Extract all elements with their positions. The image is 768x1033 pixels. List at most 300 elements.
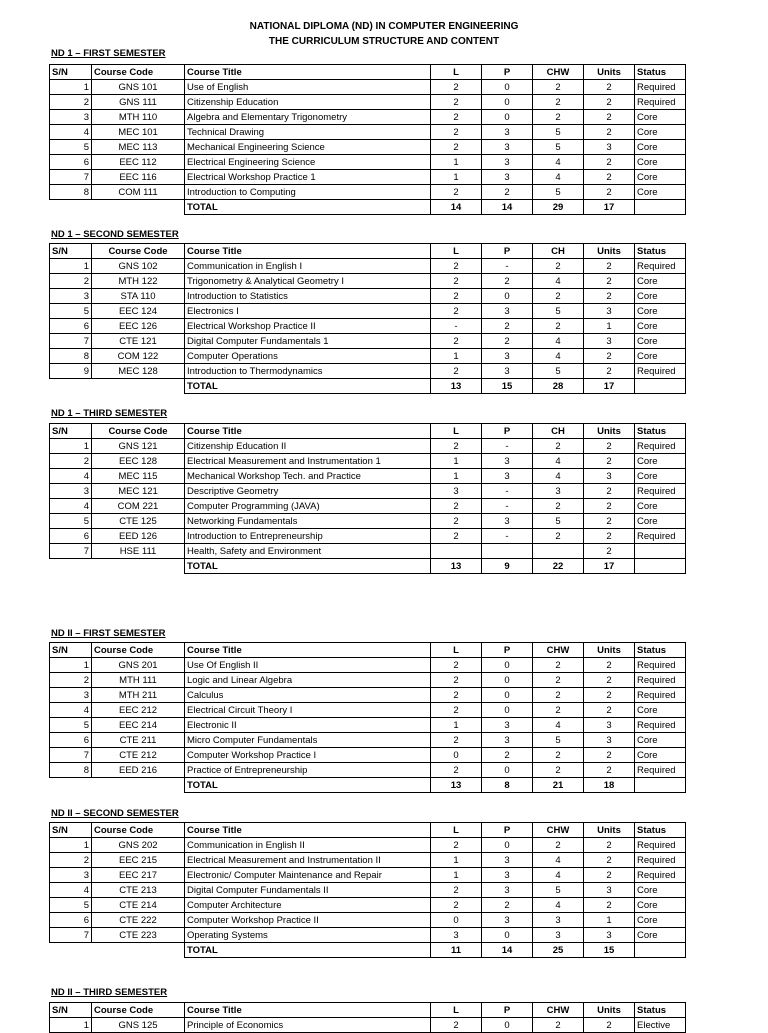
cell-title: Introduction to Entrepreneurship [185, 529, 431, 544]
cell-units: 2 [584, 484, 635, 499]
cell-chw: 2 [533, 748, 584, 763]
cell-title: Computer Programming (JAVA) [185, 499, 431, 514]
cell-sn: 7 [50, 170, 92, 185]
cell-units: 2 [584, 868, 635, 883]
cell-l [431, 544, 482, 559]
cell-status: Required [635, 259, 686, 274]
cell-title: Mechanical Workshop Tech. and Practice [185, 469, 431, 484]
total-label: TOTAL [185, 379, 431, 394]
table-row [50, 155, 686, 170]
cell-l: 3 [431, 928, 482, 943]
cell-status: Required [635, 853, 686, 868]
cell-sn: 2 [50, 673, 92, 688]
cell-l: 0 [431, 748, 482, 763]
total-p: 14 [482, 200, 533, 215]
cell-code [92, 200, 185, 215]
header-p: P [482, 65, 533, 80]
cell-sn: 4 [50, 499, 92, 514]
cell-chw: 4 [533, 170, 584, 185]
cell-title: Health, Safety and Environment [185, 544, 431, 559]
header-l: L [431, 1003, 482, 1018]
course-table [49, 822, 686, 958]
cell-l: 0 [431, 913, 482, 928]
cell-chw: 4 [533, 155, 584, 170]
cell-code: CTE 214 [92, 898, 185, 913]
header-title: Course Title [185, 424, 431, 439]
cell-code [92, 943, 185, 958]
cell-code: EEC 112 [92, 155, 185, 170]
table-row [50, 928, 686, 943]
cell-title: Use of English [185, 80, 431, 95]
cell-chw: 4 [533, 469, 584, 484]
cell-chw: 2 [533, 319, 584, 334]
cell-title: Citizenship Education [185, 95, 431, 110]
cell-l: 1 [431, 454, 482, 469]
cell-p: 3 [482, 469, 533, 484]
total-p: 8 [482, 778, 533, 793]
cell-code: CTE 213 [92, 883, 185, 898]
cell-units: 2 [584, 289, 635, 304]
cell-code: MTH 110 [92, 110, 185, 125]
cell-status: Core [635, 514, 686, 529]
cell-sn [50, 559, 92, 574]
cell-sn: 1 [50, 658, 92, 673]
cell-title: Citizenship Education II [185, 439, 431, 454]
cell-units: 2 [584, 673, 635, 688]
table-row [50, 913, 686, 928]
cell-title: Descriptive Geometry [185, 484, 431, 499]
cell-units: 2 [584, 185, 635, 200]
cell-l: 2 [431, 1018, 482, 1033]
cell-sn: 3 [50, 868, 92, 883]
cell-title: Electronic II [185, 718, 431, 733]
cell-code [92, 778, 185, 793]
header-title: Course Title [185, 1003, 431, 1018]
cell-sn: 7 [50, 334, 92, 349]
header-l: L [431, 643, 482, 658]
cell-title: Principle of Economics [185, 1018, 431, 1033]
table-row [50, 529, 686, 544]
cell-l: 2 [431, 364, 482, 379]
cell-status: Required [635, 673, 686, 688]
cell-l: 2 [431, 125, 482, 140]
table-row [50, 499, 686, 514]
table-row [50, 274, 686, 289]
cell-title: Electrical Workshop Practice II [185, 319, 431, 334]
cell-l: 2 [431, 733, 482, 748]
total-l: 13 [431, 778, 482, 793]
total-units: 17 [584, 200, 635, 215]
total-units: 15 [584, 943, 635, 958]
cell-code: GNS 201 [92, 658, 185, 673]
cell-sn: 4 [50, 125, 92, 140]
cell-title: Electrical Circuit Theory I [185, 703, 431, 718]
cell-title: Digital Computer Fundamentals 1 [185, 334, 431, 349]
cell-code: COM 122 [92, 349, 185, 364]
cell-sn: 7 [50, 928, 92, 943]
cell-code: EEC 212 [92, 703, 185, 718]
cell-status [635, 544, 686, 559]
header-l: L [431, 424, 482, 439]
cell-code [92, 559, 185, 574]
table-row [50, 748, 686, 763]
table-row [50, 349, 686, 364]
cell-status: Core [635, 334, 686, 349]
total-units: 18 [584, 778, 635, 793]
cell-status: Core [635, 170, 686, 185]
cell-chw: 3 [533, 928, 584, 943]
cell-sn: 6 [50, 529, 92, 544]
header-code: Course Code [92, 643, 185, 658]
cell-chw: 2 [533, 259, 584, 274]
cell-chw: 5 [533, 304, 584, 319]
cell-sn: 2 [50, 95, 92, 110]
cell-sn: 2 [50, 454, 92, 469]
cell-chw: 4 [533, 718, 584, 733]
header-chw: CHW [533, 823, 584, 838]
table-row [50, 853, 686, 868]
cell-code: MEC 113 [92, 140, 185, 155]
table-row [50, 319, 686, 334]
cell-units: 2 [584, 658, 635, 673]
cell-title: Trigonometry & Analytical Geometry I [185, 274, 431, 289]
table-row [50, 718, 686, 733]
cell-code: EEC 214 [92, 718, 185, 733]
cell-l: 2 [431, 514, 482, 529]
cell-units: 2 [584, 170, 635, 185]
cell-l: 2 [431, 529, 482, 544]
cell-sn [50, 200, 92, 215]
cell-units: 2 [584, 454, 635, 469]
header-l: L [431, 65, 482, 80]
header-sn: S/N [50, 244, 92, 259]
table-row [50, 140, 686, 155]
cell-p: 0 [482, 289, 533, 304]
cell-sn: 8 [50, 349, 92, 364]
cell-chw: 4 [533, 349, 584, 364]
cell-p: 0 [482, 703, 533, 718]
header-chw: CH [533, 244, 584, 259]
cell-code: EED 126 [92, 529, 185, 544]
cell-status: Core [635, 289, 686, 304]
table-row [50, 334, 686, 349]
table-row [50, 484, 686, 499]
cell-p: 3 [482, 304, 533, 319]
header-p: P [482, 1003, 533, 1018]
cell-units: 2 [584, 349, 635, 364]
cell-p: 3 [482, 514, 533, 529]
cell-chw: 2 [533, 1018, 584, 1033]
cell-chw: 4 [533, 454, 584, 469]
cell-sn: 6 [50, 733, 92, 748]
cell-units: 2 [584, 1018, 635, 1033]
cell-l: 2 [431, 898, 482, 913]
cell-sn: 6 [50, 319, 92, 334]
cell-chw: 5 [533, 185, 584, 200]
cell-units: 2 [584, 838, 635, 853]
cell-chw: 2 [533, 95, 584, 110]
cell-code: EEC 124 [92, 304, 185, 319]
cell-sn: 2 [50, 274, 92, 289]
cell-l: 2 [431, 499, 482, 514]
cell-status: Required [635, 763, 686, 778]
cell-units: 2 [584, 499, 635, 514]
cell-l: 2 [431, 703, 482, 718]
cell-status: Core [635, 110, 686, 125]
cell-l: 1 [431, 349, 482, 364]
header-code: Course Code [92, 823, 185, 838]
header-chw: CH [533, 424, 584, 439]
cell-chw: 2 [533, 763, 584, 778]
cell-code: CTE 212 [92, 748, 185, 763]
course-table [49, 423, 686, 574]
header-units: Units [584, 643, 635, 658]
header-code: Course Code [92, 65, 185, 80]
cell-sn: 6 [50, 913, 92, 928]
total-units: 17 [584, 379, 635, 394]
cell-chw: 4 [533, 334, 584, 349]
cell-status: Required [635, 658, 686, 673]
cell-status: Core [635, 703, 686, 718]
cell-p: 3 [482, 155, 533, 170]
total-label: TOTAL [185, 778, 431, 793]
cell-p: 0 [482, 763, 533, 778]
table-row [50, 703, 686, 718]
cell-units: 3 [584, 304, 635, 319]
cell-units: 2 [584, 95, 635, 110]
cell-status: Core [635, 304, 686, 319]
table-row [50, 185, 686, 200]
cell-sn: 1 [50, 259, 92, 274]
cell-l: 1 [431, 853, 482, 868]
cell-l: 2 [431, 658, 482, 673]
cell-sn: 4 [50, 469, 92, 484]
cell-units: 2 [584, 110, 635, 125]
cell-status: Required [635, 838, 686, 853]
table-row [50, 364, 686, 379]
cell-sn: 1 [50, 838, 92, 853]
total-status [635, 200, 686, 215]
cell-p: 3 [482, 718, 533, 733]
cell-l: 1 [431, 868, 482, 883]
cell-p: 2 [482, 274, 533, 289]
cell-code: MEC 121 [92, 484, 185, 499]
cell-chw: 2 [533, 658, 584, 673]
cell-code: GNS 125 [92, 1018, 185, 1033]
cell-chw: 2 [533, 80, 584, 95]
cell-title: Logic and Linear Algebra [185, 673, 431, 688]
course-table [49, 1002, 686, 1033]
cell-l: 2 [431, 838, 482, 853]
total-row [50, 778, 686, 793]
cell-units: 2 [584, 514, 635, 529]
table-row [50, 95, 686, 110]
header-chw: CHW [533, 643, 584, 658]
cell-sn [50, 778, 92, 793]
header-sn: S/N [50, 1003, 92, 1018]
cell-sn: 4 [50, 883, 92, 898]
cell-code: GNS 102 [92, 259, 185, 274]
course-table [49, 64, 686, 215]
cell-title: Electrical Measurement and Instrumentation 1 [185, 454, 431, 469]
cell-units: 3 [584, 718, 635, 733]
cell-l: 2 [431, 439, 482, 454]
cell-code: GNS 202 [92, 838, 185, 853]
cell-sn: 1 [50, 1018, 92, 1033]
course-table [49, 642, 686, 793]
cell-code: EEC 128 [92, 454, 185, 469]
table-row [50, 688, 686, 703]
cell-p: 3 [482, 170, 533, 185]
cell-units: 2 [584, 703, 635, 718]
table-header-row [50, 65, 686, 80]
cell-units: 2 [584, 529, 635, 544]
cell-title: Algebra and Elementary Trigonometry [185, 110, 431, 125]
header-title: Course Title [185, 643, 431, 658]
cell-l: 2 [431, 763, 482, 778]
cell-p: 0 [482, 80, 533, 95]
cell-sn: 5 [50, 718, 92, 733]
header-l: L [431, 244, 482, 259]
cell-units: 3 [584, 334, 635, 349]
cell-sn: 3 [50, 110, 92, 125]
cell-chw: 5 [533, 883, 584, 898]
cell-title: Operating Systems [185, 928, 431, 943]
semester-title: ND II – THIRD SEMESTER [51, 987, 168, 998]
header-sn: S/N [50, 643, 92, 658]
table-row [50, 439, 686, 454]
cell-p: 0 [482, 95, 533, 110]
cell-units: 2 [584, 898, 635, 913]
cell-chw: 2 [533, 838, 584, 853]
total-status [635, 379, 686, 394]
cell-code: STA 110 [92, 289, 185, 304]
cell-code: CTE 211 [92, 733, 185, 748]
cell-p: 0 [482, 673, 533, 688]
cell-title: Micro Computer Fundamentals [185, 733, 431, 748]
cell-code: MEC 128 [92, 364, 185, 379]
total-status [635, 778, 686, 793]
cell-status: Core [635, 125, 686, 140]
cell-units: 3 [584, 469, 635, 484]
header-status: Status [635, 1003, 686, 1018]
table-row [50, 125, 686, 140]
cell-title: Electronic/ Computer Maintenance and Repair [185, 868, 431, 883]
total-status [635, 943, 686, 958]
cell-units: 2 [584, 688, 635, 703]
table-header-row [50, 643, 686, 658]
cell-units: 2 [584, 125, 635, 140]
total-chw: 29 [533, 200, 584, 215]
cell-status: Required [635, 95, 686, 110]
semester-title: ND II – SECOND SEMESTER [51, 808, 179, 819]
cell-units: 2 [584, 155, 635, 170]
total-label: TOTAL [185, 559, 431, 574]
cell-p: 3 [482, 868, 533, 883]
table-row [50, 304, 686, 319]
cell-sn: 5 [50, 140, 92, 155]
cell-sn: 3 [50, 289, 92, 304]
cell-title: Computer Operations [185, 349, 431, 364]
cell-title: Computer Architecture [185, 898, 431, 913]
cell-p: 3 [482, 140, 533, 155]
cell-sn: 5 [50, 514, 92, 529]
cell-status: Required [635, 364, 686, 379]
header-l: L [431, 823, 482, 838]
cell-title: Electrical Measurement and Instrumentation II [185, 853, 431, 868]
cell-title: Communication in English II [185, 838, 431, 853]
cell-units: 2 [584, 544, 635, 559]
cell-p: 3 [482, 853, 533, 868]
cell-l: 2 [431, 673, 482, 688]
cell-l: 2 [431, 304, 482, 319]
cell-chw: 4 [533, 274, 584, 289]
cell-l: 2 [431, 334, 482, 349]
cell-units: 2 [584, 80, 635, 95]
total-row [50, 559, 686, 574]
cell-p: 3 [482, 733, 533, 748]
cell-status: Core [635, 140, 686, 155]
table-row [50, 763, 686, 778]
cell-sn: 5 [50, 304, 92, 319]
cell-title: Electronics I [185, 304, 431, 319]
table-header-row [50, 244, 686, 259]
table-row [50, 673, 686, 688]
document-title-2: THE CURRICULUM STRUCTURE AND CONTENT [268, 36, 500, 47]
header-title: Course Title [185, 244, 431, 259]
header-p: P [482, 424, 533, 439]
cell-units: 2 [584, 763, 635, 778]
total-p: 15 [482, 379, 533, 394]
cell-l: 1 [431, 170, 482, 185]
cell-chw: 5 [533, 140, 584, 155]
total-row [50, 200, 686, 215]
cell-chw: 5 [533, 514, 584, 529]
cell-p: 2 [482, 319, 533, 334]
cell-p: 0 [482, 838, 533, 853]
semester-title: ND 1 – SECOND SEMESTER [51, 229, 179, 240]
cell-status: Core [635, 499, 686, 514]
cell-chw: 4 [533, 898, 584, 913]
cell-p: 3 [482, 883, 533, 898]
cell-title: Practice of Entrepreneurship [185, 763, 431, 778]
cell-l: 2 [431, 140, 482, 155]
semester-title: ND II – FIRST SEMESTER [51, 628, 166, 639]
cell-units: 3 [584, 733, 635, 748]
cell-p: 0 [482, 688, 533, 703]
cell-p: - [482, 499, 533, 514]
cell-chw: 2 [533, 289, 584, 304]
cell-chw: 2 [533, 439, 584, 454]
cell-units: 1 [584, 913, 635, 928]
cell-status: Core [635, 898, 686, 913]
cell-status: Core [635, 913, 686, 928]
cell-units: 2 [584, 853, 635, 868]
cell-code: EED 216 [92, 763, 185, 778]
cell-units: 3 [584, 140, 635, 155]
cell-status: Core [635, 748, 686, 763]
cell-units: 2 [584, 274, 635, 289]
header-code: Course Code [92, 424, 185, 439]
semester-title: ND 1 – THIRD SEMESTER [51, 408, 168, 419]
cell-title: Electrical Engineering Science [185, 155, 431, 170]
cell-code: EEC 215 [92, 853, 185, 868]
cell-code: HSE 111 [92, 544, 185, 559]
table-row [50, 658, 686, 673]
cell-code: COM 111 [92, 185, 185, 200]
cell-status: Required [635, 529, 686, 544]
cell-status: Required [635, 868, 686, 883]
